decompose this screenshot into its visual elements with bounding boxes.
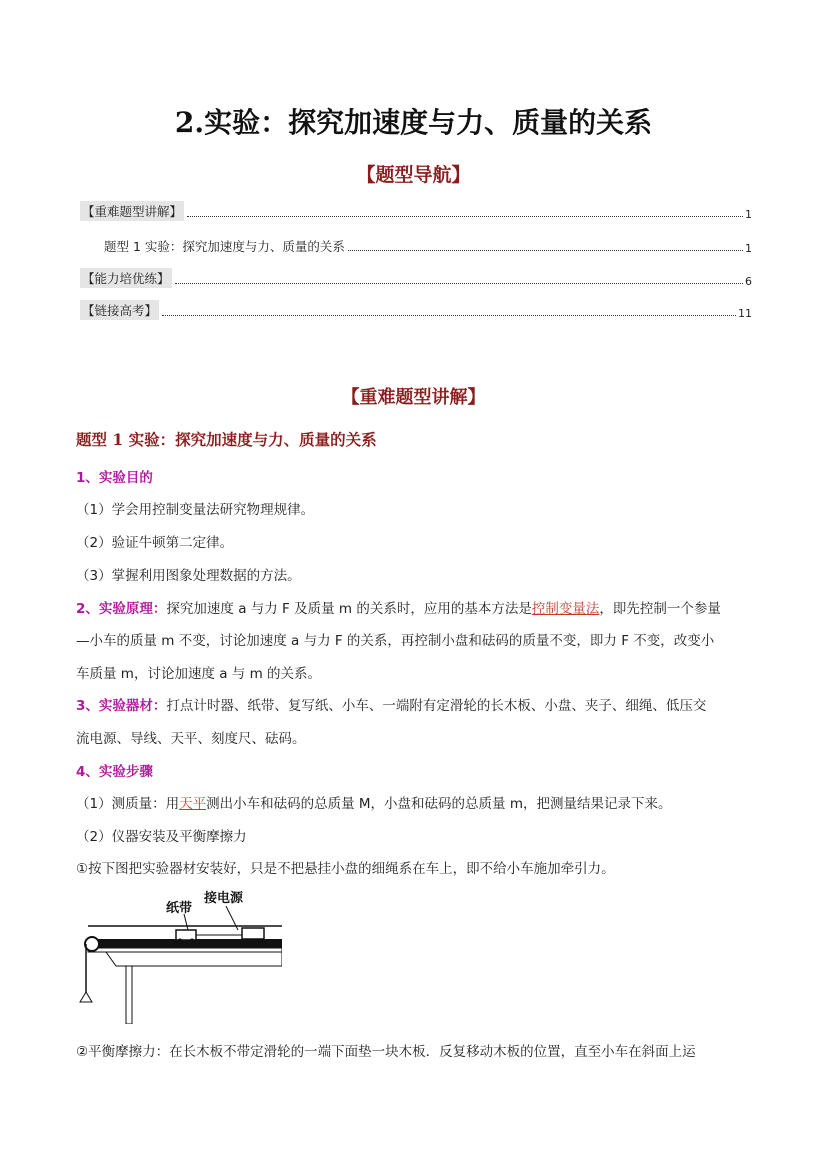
figure-label-tape: 纸带: [166, 901, 193, 916]
toc-label: 【能力培优练】: [80, 268, 172, 288]
tape-pointer: [184, 914, 188, 930]
toc-page-number: 1: [745, 242, 752, 255]
toc-leader: [187, 216, 743, 217]
toc-label: 【重难题型讲解】: [80, 201, 184, 221]
toc-leader: [348, 250, 743, 251]
step-1: [76, 792, 671, 812]
section-3-heading: 3、实验器材：: [76, 698, 167, 714]
step-1-text-c: 测出小车和砝码的总质量 M，小盘和砝码的总质量 m，把测量结果记录下来。: [206, 796, 672, 812]
toc-entry-exam-links[interactable]: [80, 302, 752, 320]
section-2-heading: 2、实验原理：: [76, 601, 167, 617]
toc-page-number: 11: [738, 307, 752, 320]
equipment-line-1: [76, 694, 706, 714]
step-2-1: ①按下图把实验器材安装好，只是不把悬挂小盘的细绳系在车上，即不给小车施加牵引力。: [76, 861, 615, 877]
apparatus-figure: [76, 884, 282, 1024]
toc-label: 题型 1 实验：探究加速度与力、质量的关系: [104, 239, 345, 254]
cart: [176, 930, 196, 940]
section-heading: 【重难题型讲解】: [341, 387, 486, 408]
pulley: [85, 937, 99, 951]
toc-label: 【链接高考】: [80, 300, 159, 320]
principle-text-a: 探究加速度 a 与力 F 及质量 m 的关系时，应用的基本方法是: [166, 601, 532, 617]
toc-entry-topic-1[interactable]: [104, 237, 752, 255]
table-top: [106, 952, 282, 966]
board-edge: [88, 948, 282, 952]
weight-tray: [80, 992, 92, 1002]
toc-entry-key-topics[interactable]: [80, 203, 752, 221]
objective-2: （2）验证牛顿第二定律。: [76, 535, 234, 551]
principle-line-2: —小车的质量 m 不变，讨论加速度 a 与力 F 的关系，再控制小盘和砝码的质量不变，即力 F 不变，改变小: [76, 633, 715, 649]
step-1-text-a: （1）测质量：用: [76, 796, 180, 812]
toc-entry-practice[interactable]: [80, 270, 752, 288]
figure-label-power: 接电源: [204, 891, 244, 906]
step-2: （2）仪器安装及平衡摩擦力: [76, 829, 247, 845]
principle-line-3: 车质量 m，讨论加速度 a 与 m 的关系。: [76, 666, 322, 682]
principle-line-1: [76, 597, 721, 617]
toc-leader: [175, 283, 743, 284]
page-title: 2.实验：探究加速度与力、质量的关系: [174, 106, 653, 139]
control-variable-term: 控制变量法: [531, 601, 600, 617]
table-leg: [126, 966, 132, 1024]
topic-heading: 题型 1 实验：探究加速度与力、质量的关系: [76, 430, 377, 449]
equipment-line-2: 流电源、导线、天平、刻度尺、砝码。: [76, 731, 306, 747]
toc-leader: [162, 315, 736, 316]
principle-text-c: ，即先控制一个参量: [599, 601, 721, 617]
section-1-heading: 1、实验目的: [76, 470, 153, 486]
toc-page-number: 6: [745, 275, 752, 288]
toc-page-number: 1: [745, 208, 752, 221]
section-4-heading: 4、实验步骤: [76, 764, 153, 780]
objective-3: （3）掌握利用图象处理数据的方法。: [76, 568, 301, 584]
step-2-2: ②平衡摩擦力：在长木板不带定滑轮的一端下面垫一块木板．反复移动木板的位置，直至小车在斜面上运: [76, 1044, 696, 1060]
balance-term: 天平: [179, 796, 207, 812]
cart-wheel: [178, 939, 183, 944]
timer: [242, 928, 264, 939]
objective-1: （1）学会用控制变量法研究物理规律。: [76, 502, 315, 518]
nav-heading: 【题型导航】: [356, 164, 471, 186]
cart-wheel: [190, 939, 195, 944]
equipment-text: 打点计时器、纸带、复写纸、小车、一端附有定滑轮的长木板、小盘、夹子、细绳、低压交: [166, 698, 707, 714]
